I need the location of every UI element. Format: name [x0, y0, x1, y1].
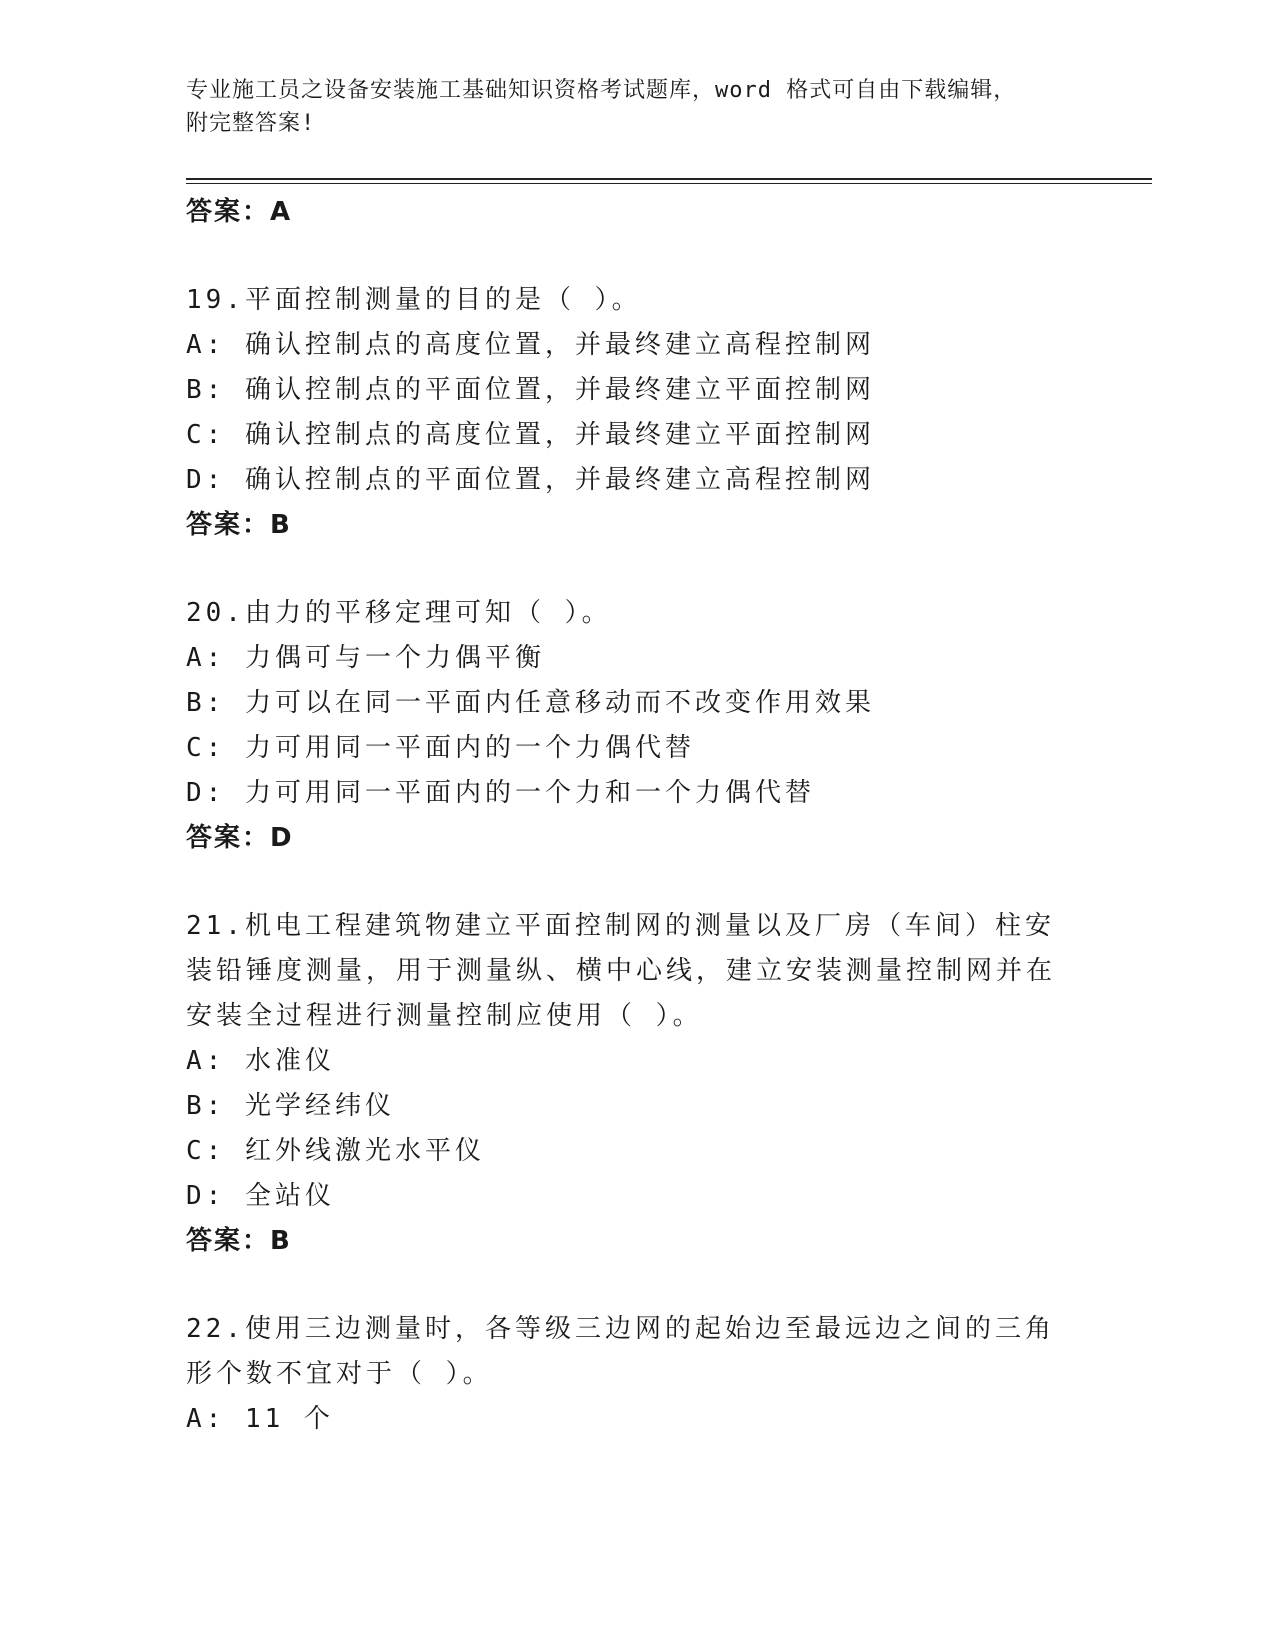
question-21	[186, 904, 1086, 1263]
option-b: B: 光学经纬仪	[186, 1091, 395, 1121]
question-stem: 19.平面控制测量的目的是（ ）。	[186, 285, 642, 315]
question-19	[186, 278, 1086, 547]
option-a: A: 力偶可与一个力偶平衡	[186, 643, 545, 673]
answer-line: 答案：D	[186, 823, 294, 853]
question-stem: 21.机电工程建筑物建立平面控制网的测量以及厂房（车间）柱安装铅锤度测量，用于测量纵、横中心线，建立安装测量控制网并在安装全过程进行测量控制应使用（ ）。	[186, 911, 1057, 1031]
option-a: A: 水准仪	[186, 1046, 335, 1076]
document-header: 专业施工员之设备安装施工基础知识资格考试题库，word 格式可自由下载编辑， 附完整答案!	[186, 78, 1017, 136]
option-d: D: 全站仪	[186, 1181, 335, 1211]
option-c: C: 红外线激光水平仪	[186, 1136, 485, 1166]
option-d: D: 确认控制点的平面位置，并最终建立高程控制网	[186, 465, 875, 495]
header-rule	[186, 178, 1152, 180]
header-rule-thin	[186, 183, 1152, 184]
option-b: B: 确认控制点的平面位置，并最终建立平面控制网	[186, 375, 875, 405]
option-d: D: 力可用同一平面内的一个力和一个力偶代替	[186, 778, 815, 808]
option-a: A: 确认控制点的高度位置，并最终建立高程控制网	[186, 330, 875, 360]
option-a: A: 11 个	[186, 1404, 334, 1434]
answer-line: 答案：B	[186, 510, 292, 540]
question-stem: 20.由力的平移定理可知（ ）。	[186, 598, 612, 628]
option-b: B: 力可以在同一平面内任意移动而不改变作用效果	[186, 688, 875, 718]
answer-line: 答案：B	[186, 1226, 292, 1256]
answer-line: 答案：A	[186, 197, 293, 227]
question-stem: 22.使用三边测量时，各等级三边网的起始边至最远边之间的三角形个数不宜对于（ ）。	[186, 1314, 1055, 1389]
question-22	[186, 1307, 1086, 1442]
question-20	[186, 591, 1086, 860]
option-c: C: 力可用同一平面内的一个力偶代替	[186, 733, 695, 763]
document-content	[186, 190, 1086, 1486]
option-c: C: 确认控制点的高度位置，并最终建立平面控制网	[186, 420, 875, 450]
